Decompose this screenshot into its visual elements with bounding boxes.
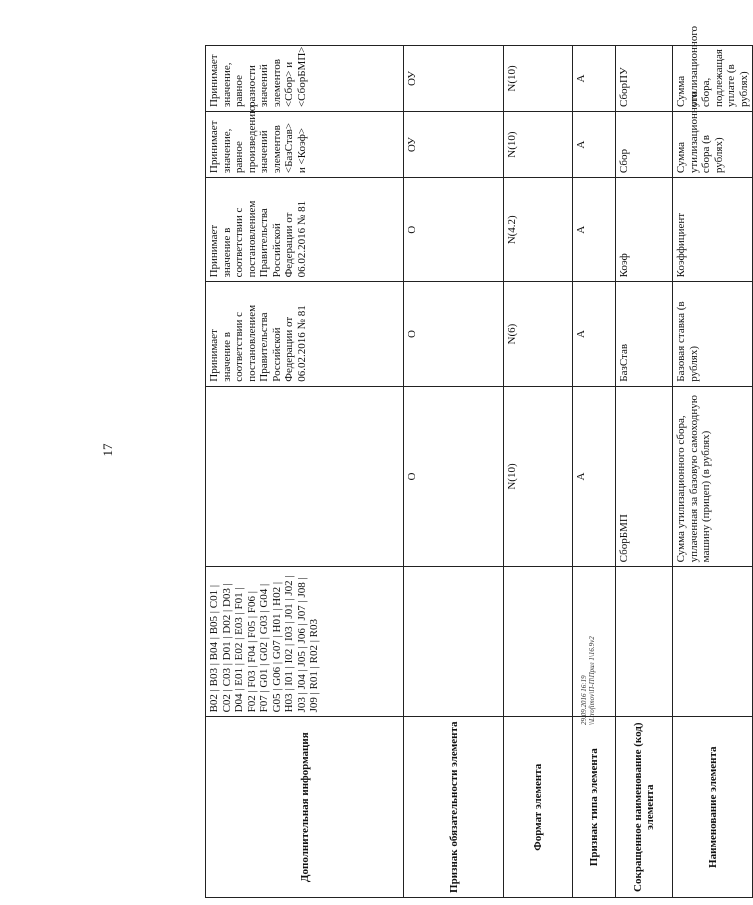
cell-name: Базовая ставка (в рублях): [673, 282, 753, 386]
cell-obligatory: О: [404, 386, 504, 567]
cell-info: [206, 386, 404, 567]
cell-type: А: [573, 282, 616, 386]
cell-name: Сумма утилизационного сбора, подлежащая уплате (в рублях): [673, 45, 753, 111]
cell-format: N(4.2): [504, 178, 573, 282]
cell-format: N(6): [504, 282, 573, 386]
cell-code: СборБМП: [616, 386, 673, 567]
cell-name: Сумма утилизационного сбора (в рублях): [673, 112, 753, 178]
table-row-name: [673, 45, 753, 897]
column-header-info: Дополнительная информация: [206, 717, 404, 898]
footer-file-path: \\Ltrofimov\П-П\Прил 1\16.9v2: [588, 636, 596, 725]
cell-info: Принимает значение в соответствии с постановлением Правительства Российской Федерации от 06.02.2016 № 81: [206, 282, 404, 386]
cell-info: B02 | B03 | B04 | B05 | C01 | C02 | C03 | D01 | D02 | D03 | D04 | E01 | E02 | E03 | F01 | F02 | F03 | F04 | F05 | F06 | F07 | G01 | G02 | G03 | G04 | G05 | G06 | G07 | H01 | H02 | H03 | I01 | I02 | I03 | J01 | J02 | J03 | J04 | J05 | J06 | J07 | J08 | J09 | R01 | R02 | R03: [206, 567, 404, 717]
cell-obligatory: [404, 567, 504, 717]
cell-obligatory: ОУ: [404, 112, 504, 178]
table-row-info: [206, 45, 404, 897]
elements-table: [205, 25, 753, 898]
column-header-obligatory: Признак обязательности элемента: [404, 717, 504, 898]
cell-obligatory: О: [404, 178, 504, 282]
table-row-code: [616, 45, 673, 897]
table-body: [206, 25, 753, 897]
cell-obligatory: О: [404, 282, 504, 386]
table-row-type: [573, 45, 616, 897]
cell-format: N(10): [504, 112, 573, 178]
column-header-type: Признак типа элемента: [573, 717, 616, 898]
cell-code: БазСтав: [616, 282, 673, 386]
cell-code: СборПУ: [616, 45, 673, 111]
cell-code: Сбор: [616, 112, 673, 178]
column-header-name: Наименование элемента: [673, 717, 753, 898]
page-number: 17: [100, 443, 115, 457]
cell-format: N(10): [504, 45, 573, 111]
footer-timestamp: 29.09.2016 16:19: [580, 675, 588, 725]
cell-obligatory: ОУ: [404, 45, 504, 111]
cell-info: Принимает значение, равное произведению значений элементов <БазСтав> и <Коэф>: [206, 112, 404, 178]
cell-type: А: [573, 178, 616, 282]
cell-code: Коэф: [616, 178, 673, 282]
cell-format: N(10): [504, 386, 573, 567]
column-header-code: Сокращенное наименование (код) элемента: [616, 717, 673, 898]
cell-name: Коэффициент: [673, 178, 753, 282]
cell-info: Принимает значение в соответствии с постановлением Правительства Российской Федерации от 06.02.2016 № 81: [206, 178, 404, 282]
cell-code: [616, 567, 673, 717]
table-row-format: [504, 45, 573, 897]
cell-format: [504, 567, 573, 717]
table-row-obligatory: [404, 45, 504, 897]
cell-info: Принимает значение, равное разности значений элементов <Сбор> и <СборБМП>: [206, 45, 404, 111]
cell-type: А: [573, 112, 616, 178]
cell-type: А: [573, 45, 616, 111]
cell-name: [673, 567, 753, 717]
cell-type: А: [573, 386, 616, 567]
cell-type: [573, 567, 616, 717]
column-header-format: Формат элемента: [504, 717, 573, 898]
cell-name: Сумма утилизационного сбора, уплаченная за базовую самоходную машину (прицеп) (в рублях): [673, 386, 753, 567]
